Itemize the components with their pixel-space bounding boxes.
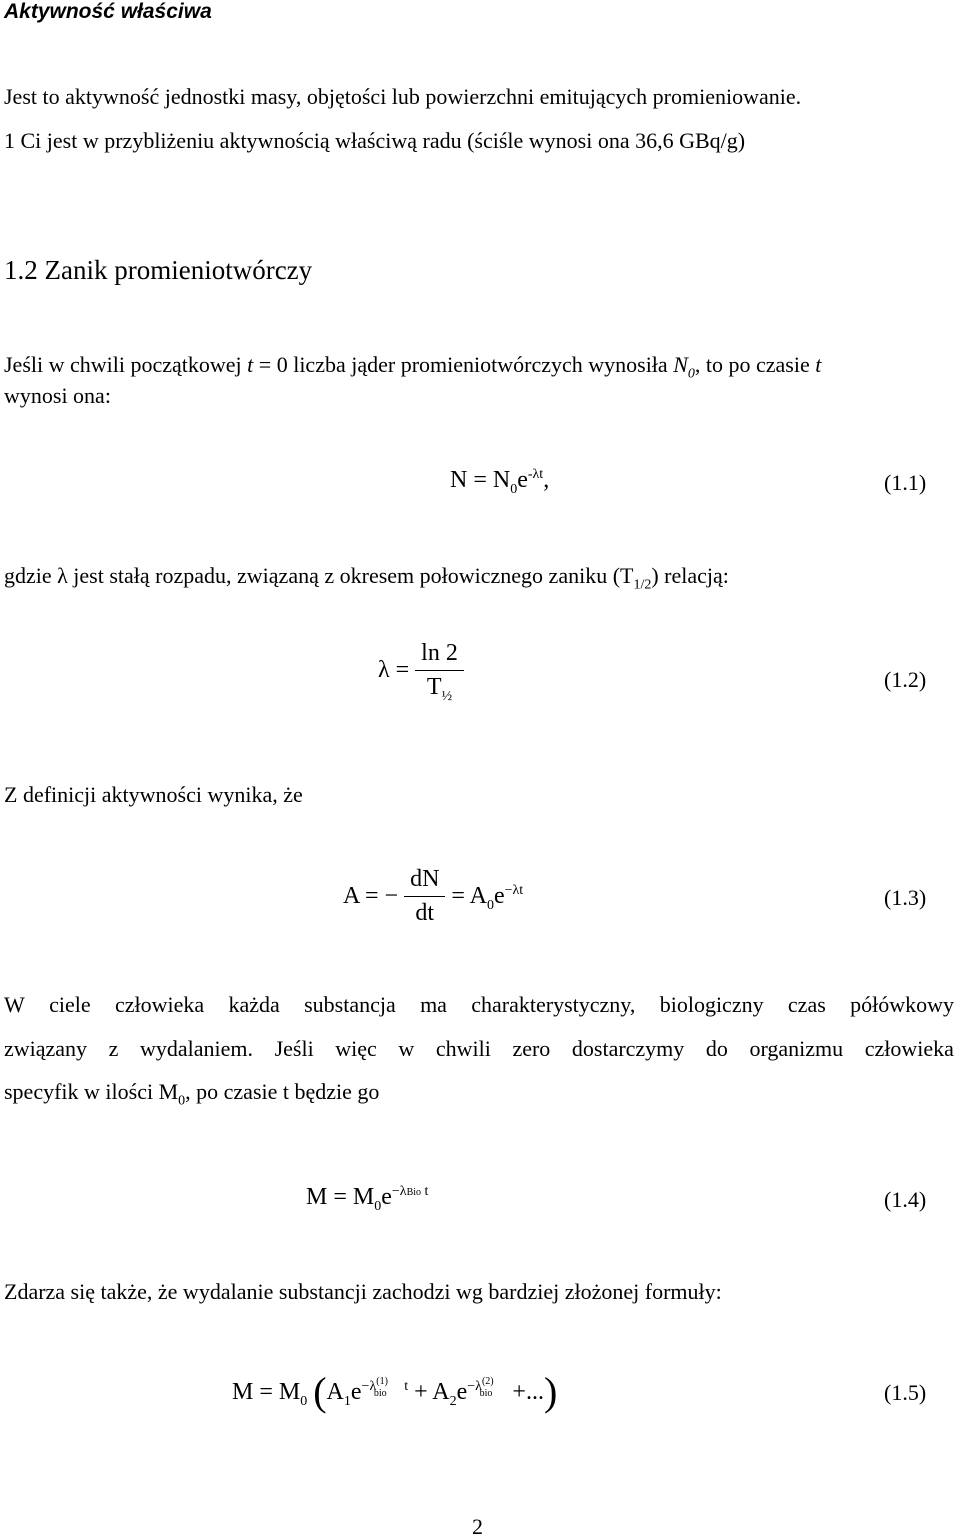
word: czas	[787, 992, 826, 1017]
word: z	[108, 1036, 119, 1061]
word: chwili	[435, 1036, 491, 1061]
eq-text: M = M	[232, 1379, 301, 1405]
eq-subscript: 1	[343, 1393, 351, 1409]
text: ) relacją:	[651, 563, 729, 588]
paragraph-line: 1 Ci jest w przybliżeniu aktywnością właściwą radu (ściśle wynosi ona 36,6 GBq/g)	[4, 128, 746, 153]
eq-exponent	[467, 1376, 506, 1399]
eq-text: e	[456, 1379, 468, 1405]
close-paren: )	[543, 1369, 558, 1414]
eq-text: A	[326, 1379, 344, 1405]
page-number: 2	[472, 1514, 483, 1539]
var-n: N	[673, 352, 688, 377]
eq-rhs	[451, 883, 524, 913]
text: = 0 liczba jąder promieniotwórczych wynosiła	[253, 352, 674, 377]
justified-line	[4, 1036, 954, 1062]
equation-1-5	[232, 1368, 557, 1415]
eq-exponent	[361, 1376, 409, 1399]
text: Jeśli w chwili początkowej	[4, 352, 248, 377]
eq-text: e	[381, 1184, 392, 1210]
paragraph-line	[4, 352, 822, 382]
word: dostarczymy	[571, 1036, 685, 1061]
den-text: T	[426, 674, 442, 700]
word: w	[398, 1036, 415, 1061]
var-t: t	[247, 352, 254, 377]
subscript: 0	[178, 1093, 186, 1109]
exp-subscript: Bio	[406, 1187, 422, 1198]
exp-superscript: (2)	[481, 1376, 494, 1387]
word: wydalaniem.	[139, 1036, 254, 1061]
word: Jeśli	[274, 1036, 314, 1061]
eq-text: + A	[408, 1379, 450, 1405]
eq-subscript: 0	[374, 1198, 382, 1214]
exp-text: t	[421, 1184, 429, 1199]
text: specyfik w ilości M	[4, 1079, 179, 1104]
paragraph-line: Z definicji aktywności wynika, że	[4, 782, 303, 807]
equation-1-4	[306, 1184, 429, 1214]
exp-subscript: bio	[373, 1388, 387, 1399]
exp-text: −λ	[467, 1379, 482, 1394]
text: gdzie λ jest stałą rozpadu, związaną z okresem połowicznego zaniku (T	[4, 563, 634, 588]
exp-text: t	[400, 1379, 409, 1394]
word: półówkowy	[850, 992, 954, 1017]
word: więc	[335, 1036, 377, 1061]
fraction	[404, 866, 445, 927]
equation-number: (1.5)	[884, 1380, 927, 1405]
open-paren: (	[313, 1369, 327, 1414]
var-t: t	[815, 352, 822, 377]
eq-text: A = −	[343, 883, 399, 909]
eq-text: +...	[506, 1379, 544, 1405]
eq-text: e	[493, 883, 505, 909]
paragraph-line: wynosi ona:	[4, 383, 111, 408]
word: organizmu	[749, 1036, 844, 1061]
eq-text: e	[350, 1379, 362, 1405]
equation-number: (1.1)	[884, 470, 927, 495]
section-title: 1.2 Zanik promieniotwórczy	[4, 255, 313, 285]
word: człowieka	[114, 992, 205, 1017]
equation-number: (1.2)	[884, 667, 927, 692]
eq-exponent: -λt	[527, 467, 544, 482]
eq-exponent	[392, 1184, 429, 1199]
eq-subscript: 0	[510, 481, 518, 497]
eq-text: M = M	[306, 1184, 375, 1210]
text: , po czasie t będzie go	[185, 1079, 380, 1104]
exp-text: −λ	[391, 1184, 407, 1199]
equation-1-2	[378, 640, 464, 704]
numerator: ln 2	[415, 640, 464, 671]
word: charakterystyczny,	[471, 992, 636, 1017]
word: W	[4, 992, 25, 1017]
word: ma	[420, 992, 447, 1017]
den-subscript: ½	[441, 688, 453, 704]
eq-text: ,	[543, 467, 550, 493]
numerator: dN	[404, 866, 445, 897]
denominator	[415, 671, 464, 704]
eq-text: λ =	[378, 657, 410, 683]
heading: Aktywność właściwa	[4, 0, 212, 23]
justified-line	[4, 992, 954, 1018]
text: , to po czasie	[694, 352, 816, 377]
exp-text: −λ	[361, 1379, 377, 1394]
equation-1-1	[450, 467, 550, 497]
word: ciele	[49, 992, 91, 1017]
exp-superscript: (1)	[376, 1376, 388, 1387]
equation-number: (1.3)	[884, 885, 927, 910]
paragraph-line: Zdarza się także, że wydalanie substancji zachodzi wg bardziej złożonej formuły:	[4, 1279, 722, 1304]
equation-1-3	[343, 866, 523, 927]
eq-exponent: −λt	[504, 883, 524, 898]
eq-subscript: 0	[486, 897, 494, 913]
equation-number: (1.4)	[884, 1187, 927, 1212]
word: związany	[4, 1036, 88, 1061]
word: do	[705, 1036, 728, 1061]
eq-text: e	[517, 467, 528, 493]
eq-text: = A	[451, 883, 487, 909]
paragraph-line	[4, 563, 729, 593]
word: każda	[228, 992, 280, 1017]
paragraph-line	[4, 1079, 380, 1109]
exp-subscript: bio	[479, 1388, 493, 1399]
subscript: 0	[687, 366, 695, 382]
fraction	[415, 640, 464, 704]
word: człowieka	[864, 1036, 954, 1061]
paragraph-line: Jest to aktywność jednostki masy, objętości lub powierzchni emitujących promieniowanie.	[4, 84, 802, 109]
subscript: 1/2	[633, 577, 652, 593]
eq-subscript: 0	[300, 1393, 308, 1409]
word: zero	[512, 1036, 551, 1061]
eq-text: N = N	[450, 467, 511, 493]
word: substancja	[304, 992, 396, 1017]
eq-subscript: 2	[449, 1393, 457, 1409]
word: biologiczny	[659, 992, 764, 1017]
denominator: dt	[415, 900, 435, 926]
